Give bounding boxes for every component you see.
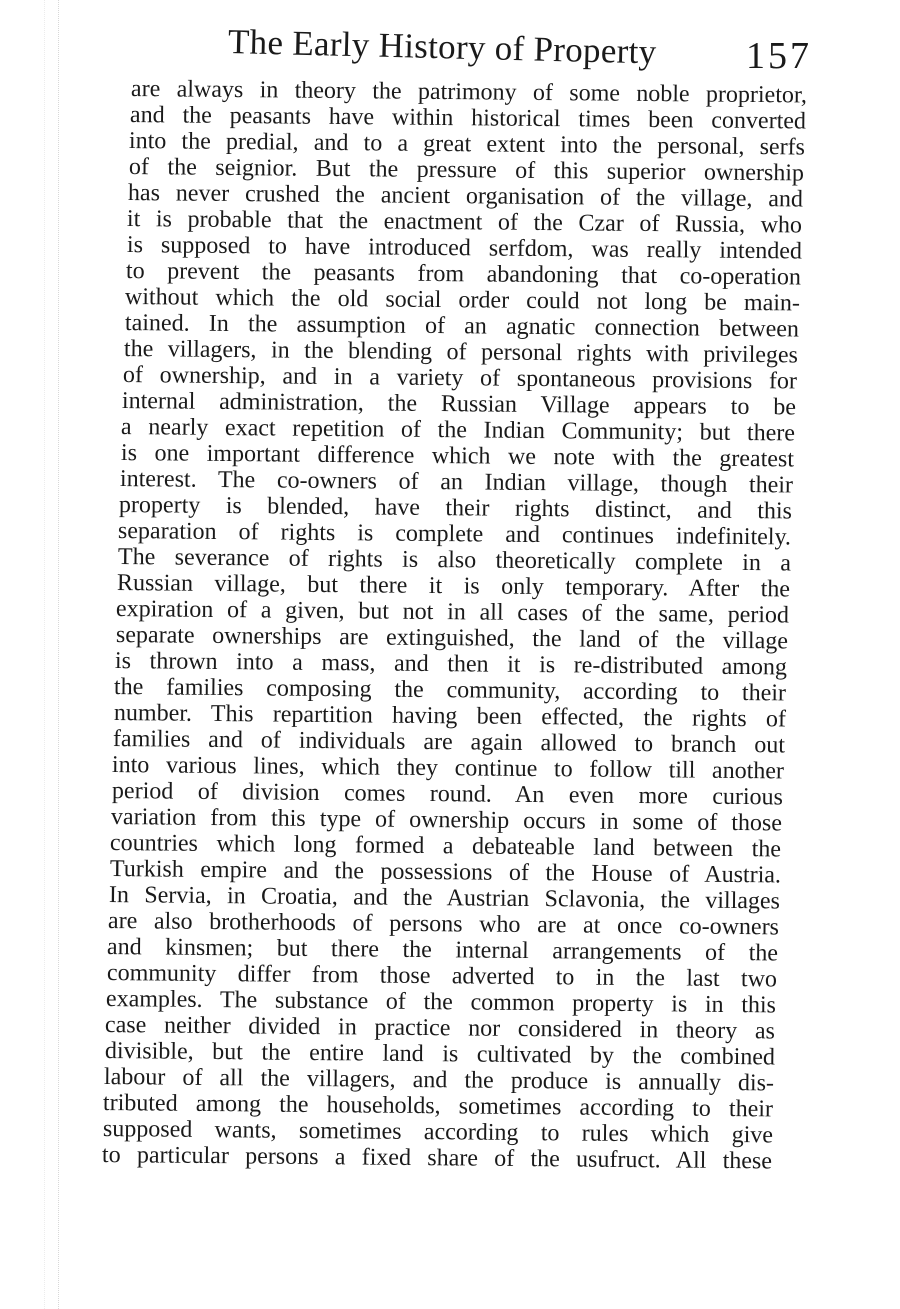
text-line: of ownership, and in a variety of spontaneous provisions for (122, 362, 798, 395)
running-title: The Early History of Property (227, 22, 657, 72)
text-line: and the peasants have within historical times been converted (129, 102, 807, 135)
text-line: tributed among the households, sometimes according to their (102, 1090, 774, 1123)
text-line: the families composing the community, according to their (113, 674, 787, 707)
text-line: without which the old social order could not long be main- (124, 284, 801, 317)
text-line: expiration of a given, but not in all cases of the same, period (115, 596, 790, 629)
text-line: are also brotherhoods of persons who are at once co-owners (107, 908, 780, 941)
text-line: a nearly exact repetition of the Indian Community; but there (120, 414, 796, 447)
text-line: supposed wants, sometimes according to rules which give (102, 1116, 774, 1149)
text-line: interest. The co-owners of an Indian village, though their (119, 466, 794, 499)
text-line: separation of rights is complete and continues indefinitely. (117, 518, 792, 551)
text-line: variation from this type of ownership occurs in some of those (110, 804, 783, 837)
text-line: divisible, but the entire land is cultivated by the combined (104, 1038, 776, 1071)
text-line: case neither divided in practice nor considered in theory as (104, 1012, 776, 1045)
text-line: into the predial, and to a great extent into the personal, serfs (128, 128, 806, 161)
page-number: 157 (746, 35, 812, 77)
text-line: of the seignior. But the pressure of this superior ownership (128, 154, 805, 187)
scan-gutter-line-outer (44, 0, 45, 1309)
text-line: into various lines, which they continue to follow till another (111, 752, 785, 785)
text-line: labour of all the villagers, and the produce is annually dis- (103, 1064, 775, 1097)
text-line: period of division comes round. An even more curious (111, 778, 784, 811)
text-line: are always in theory the patrimony of some noble proprietor, (130, 76, 808, 109)
text-line: it is probable that the enactment of the Czar of Russia, who (126, 206, 803, 239)
text-line: internal administration, the Russian Village appears to be (121, 388, 797, 421)
text-line: tained. In the assumption of an agnatic connection between (124, 310, 800, 343)
text-line: The severance of rights is also theoretically complete in a (117, 544, 792, 577)
text-line: families and of individuals are again allowed to branch out (112, 726, 786, 759)
text-line: Russian village, but there it is only temporary. After the (116, 570, 791, 603)
text-line: is one important difference which we note with the greatest (120, 440, 795, 473)
text-line: is supposed to have introduced serfdom, was really intended (126, 232, 803, 265)
text-line: separate ownerships are extinguished, the land of the village (115, 622, 789, 655)
text-line: is thrown into a mass, and then it is re-distributed among (114, 648, 788, 681)
scan-gutter-line (58, 0, 59, 1309)
text-line: has never crushed the ancient organisation of the village, and (127, 180, 804, 213)
text-line: number. This repartition having been effected, the rights of (113, 700, 787, 733)
text-line: examples. The substance of the common property is in this (105, 986, 777, 1019)
text-line: to particular persons a fixed share of the usufruct. All these (101, 1142, 773, 1175)
text-line: the villagers, in the blending of personal rights with privileges (123, 336, 799, 369)
text-line: property is blended, have their rights distinct, and this (118, 492, 793, 525)
text-line: In Servia, in Croatia, and the Austrian Sclavonia, the villages (108, 882, 781, 915)
text-line: and kinsmen; but there the internal arrangements of the (106, 934, 779, 967)
text-line: community differ from those adverted to in the last two (106, 960, 778, 993)
text-line: to prevent the peasants from abandoning that co-operation (125, 258, 802, 291)
text-line: Turkish empire and the possessions of the House of Austria. (109, 856, 782, 889)
text-line: countries which long formed a debateable land between the (109, 830, 782, 863)
